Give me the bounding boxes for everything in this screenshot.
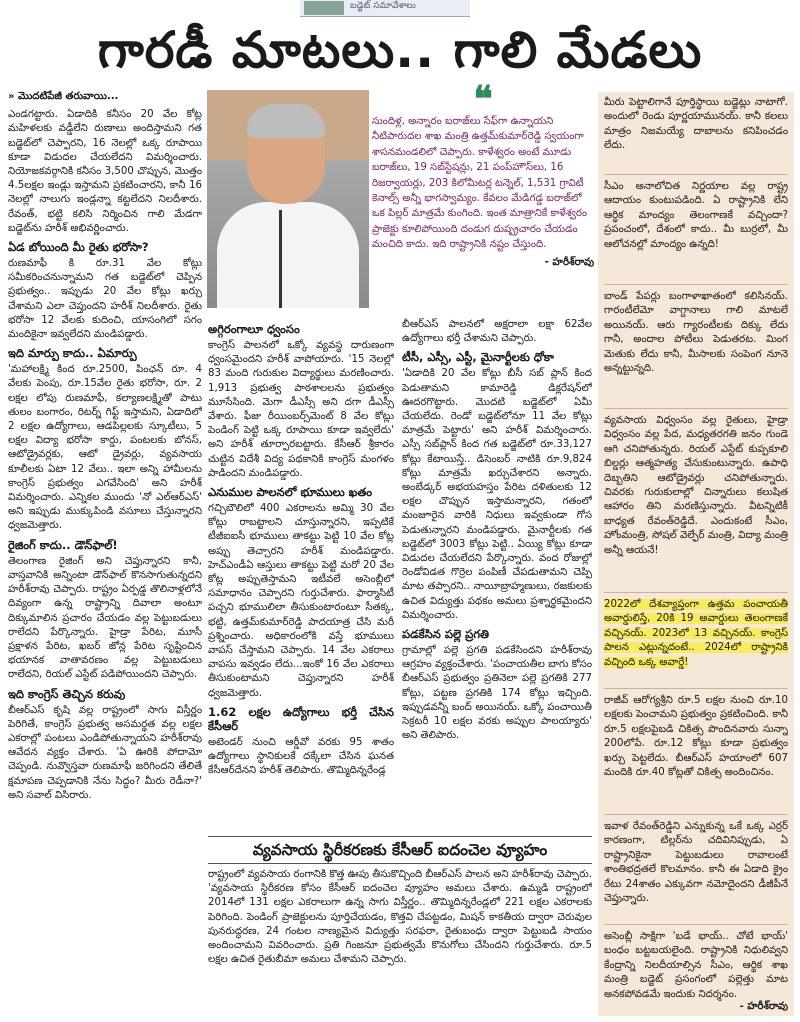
col2-subhead-1: అగ్గిరంగాలూ ధ్వంసం — [208, 322, 300, 336]
col1-paragraph-1: ఎండగట్టారు. ఏడాదికి కనీసం 20 వేల కోట్ల మహిళలకు వడ్డీలేని రుణాలు అందిస్తామని గత బడ్జెట్‌లో చెప్పారని, 16 నెలల్లో ఒక్క రూపాయి కూడా విడుదల చేయలేదని విమర్శించారు. నియోజకవర్గానికి కనీసం 3,500 చొప్పున, మొత్తం 4.5లక్షల ఇండ్లు ఇస్తామని ప్రకటించారని, కానీ 16 నెలల్లో నాలుగు ఇండ్లన్నా కట్టలేదని నిలదీశారు. రేవంత్, భట్టి కలిసి నిర్మించిన గాలి మేడగా బడ్జెట్‌ను హరీశ్ అభివర్ణించారు. — [8, 109, 202, 234]
quote-mark-icon: ❝ — [473, 84, 493, 120]
col2-paragraph-2: గచ్చిబౌలిలో 400 ఎకరాలను అమ్మి 30 వేల కోట్లు రాబట్టాలని చూస్తున్నారని, ఇప్పటికే టీజీఐఐసీ భూములు తాకట్టు పెట్టి 10 వేల కోట్ల అప్పు తెచ్చారని హరీశ్ మండిపడ్డారు. హెచ్ఎండీఏ ఆస్తులు తాకట్టు పెట్టి మరో 20 వేల కోట్ల అప్పుతెస్తామని ఇటీవలే అసెంబ్లీలో సమాధానం చెప్పారని గుర్తుచేశారు. ఫార్మాసిటీ పచ్చని భూములిలా తీసుకుంటారంటూ సీతక్క, భట్టి, ఉత్తమ్‌కుమార్‌రెడ్డి పాదయాత్ర చేసి మరీ ప్రశ్నించారు. అధికారంలోకి వస్తే భూములు వాపస్ చేస్తామని చెప్పారు. 14 వేల ఎకరాలు వాపసు ఇవ్వడం లేదు...ఇంకో 16 వేల ఎకరాలు తీసుకుంటామని చెప్తున్నారని హరీశ్ ధ్వజమెత్తారు. — [208, 503, 394, 699]
sidebar-quote-7: ఇవాళ రేవంత్‌రెడ్డిని ఎన్నుకున్న ఒకే ఒక్క ఎర్రర్ కారణంగా, టిల్లర్‌ను చదివినిప్పుడు, ఏ రాష్ట్రానికైనా పెట్టుబడులు రావాలంటే శాంతిభద్రతలే కొలమానం. కానీ ఈ ఏడాది క్రైం రేటు 24శాతం ఎక్కువగా నమోదైందని డీజీపీనే చెప్తున్నారు. — [604, 821, 788, 905]
col1-paragraph-5: బీఆర్ఎస్ కృషి వల్ల రాష్ట్రంలో సాగు విస్తీర్ణం పెరిగితే, కాంగ్రెస్ ప్రభుత్వ అసమర్థత వల్ల లక్షల ఎకరాల్లో పంటలు ఎండిపోతున్నాయని హరీశ్‌రావు ఆవేదన వ్యక్తం చేశారు. 'ఏ ఊరికి పోదామో చెప్పండి. నువ్వొస్తవా రుణమాఫీ జరిగిందని తేలితే క్షమాపణ చెప్పడానికి నేను సిద్ధం? మీరు రెడీనా?' అని సవాల్ విసిరారు. — [8, 704, 202, 801]
col3-subhead-2: పడకేసిన పల్లె ప్రగతి — [402, 627, 490, 642]
sidebar-quote-2: సీఎం అనాలోచిత నిర్ణయాల వల్ల రాష్ట్ర ఆదాయం కుంటుపడింది. ఏ రాష్ట్రానికి లేని ఆర్థిక మాంద్యం తెలంగాణకే వచ్చిందా? ప్రపంచంలో, దేశంలో కాదు.. మీ బుర్రలో, మీ ఆలోచనల్లో మాంద్యం ఉన్నది! — [604, 181, 788, 250]
continuation-note: » మొదటిపేజీ తరువాయి... — [8, 91, 119, 102]
quote-signature: - హరీశ్‌రావు — [544, 256, 594, 268]
sidebar-quote-8: అసెంబ్లీ సాక్షిగా 'బడే భాయ్.. చోటే భాయ్' బంధం బట్టబయలైంది. రాష్ట్రానికి నిధులివ్వని కేంద్రాన్ని నిలదీయాల్సిన సీఎం, ఆర్థిక శాఖ మంత్రి బడ్జెట్ ప్రసంగంలో పల్లెత్తు మాట అనకపోవడమే ఇందుకు నిదర్శనం. — [604, 931, 788, 1000]
col2-paragraph-3: అటెండర్ నుంచి ఆర్డీవో వరకు 95 శాతం ఉద్యోగాలు స్థానికులకే దక్కేలా చేసిన ఘనత కేసీఆర్‌దేనని హరీశ్ తెలిపారు. తొమ్మిదిన్నరేండ్ల — [208, 736, 394, 777]
col1-subhead-5: ఇది కాంగ్రెస్ తెచ్చిన కరువు — [8, 686, 126, 701]
sidebar-quote-4: వ్యవసాయ విధ్వంసం వల్ల రైతులు, హైడ్రా విధ్వంసం వల్ల పేద, మధ్యతరగతి జనం గుండె ఆగి చనిపోతున్నరు. రియల్ ఎస్టేట్ కుప్పకూలి బిల్డర్లు ఆత్మహత్య చేసుకుంటున్నారు. ఉపాధి దెబ్బతిని ఆటోడ్రైవర్లు చనిపోతున్నారు. చివరకు గురుకులాల్లో చిన్నారులు కలుషిత ఆహారం తిని మరణిస్తున్నారు. వీటన్నిటికీ బాధ్యత రేవంత్‌రెడ్డిదే. ఎందుకంటే సీఎం, హోంమంత్రి, సోషల్ వెల్ఫేర్ మంత్రి, విద్యా మంత్రి అన్నీ ఆయనే! — [604, 415, 788, 556]
column-2 — [208, 318, 394, 830]
col3-subhead-1: టీసీ, ఎస్సీ, ఎస్టీ, మైనార్టీలకు ధోకా — [402, 350, 554, 365]
sidebar-quotes — [598, 92, 794, 1016]
sidebar-signature: - హరీశ్‌రావు — [739, 1001, 788, 1012]
col1-paragraph-2: రుణమాఫీ కి రూ.31 వేల కోట్లు సమీకరించనున్నామని గత బడ్జెట్‌లో చెప్పిన ప్రభుత్వం.. ఇప్పుడు 20 వేల కోట్లు ఖర్చు చేశామని ఎలా చెప్తుందని హరీశ్ నిలదీశారు. రైతు భరోసా 12 వేలకు కుదించి, యాసంగిలో సగం మందికైనా ఇవ్వలేదని మండిపడ్డారు. — [8, 258, 202, 341]
column-1 — [8, 90, 202, 1016]
top-strip-photo — [304, 1, 344, 15]
col1-paragraph-4: తెలంగాణ రైజింగ్ అని చెప్తున్నారని కానీ, వాస్తవానికి అన్నింటా డౌన్‌ఫాల్ కొనసాగుతున్నదని హరీశ్‌రావు చెప్పారు. రాష్ట్రం ఏర్పడ్డ తొలినాళ్లలోనే దివ్యంగా ఉన్న రాష్ట్రాన్ని దివాలా అంటూ దిక్కుమాలిన ప్రచారం చేయడం వల్ల పెట్టుబడులు రాలేదని పేర్కొన్నారు. హైడ్రా పేరిట, మూసీ ప్రక్షాళన పేరిట, ఖబర్ జోన్ల పేరిట సృష్టించిన భయానక వాతావరణం వల్ల పెట్టుబడులు రాలేదని, రియల్ ఎస్టేట్ పడిపోయిందని చెప్పారు. — [8, 555, 202, 681]
portrait-photo — [207, 90, 369, 308]
top-strip-label: బడ్జెట్ సమావేశాలు — [350, 1, 416, 11]
sidebar-quote-3: బాండ్ పేపర్లు బంగాళాఖాతంలో కలిసినయ్. గారంటీలేమో వాగ్దానాలు గాలి మాటలే అయినయ్. ఆరు గ్యారంటీలకు దిక్కు లేదు గానీ, అందాల పోటీలు పెడుతరట. మింగ మెతుకు లేదు కానీ, మీసాలకు సంపెంగ నూనె అన్నట్టున్నది. — [604, 291, 788, 375]
col1-subhead-3: ఇది మార్పు కాదు.. ఏమార్పు — [8, 346, 137, 361]
sidebar-quote-6: రాజీవ్ ఆరోగ్యశ్రీని రూ.5 లక్షల నుంచి రూ.10 లక్షలకు పెంచామని ప్రభుత్వం ప్రకటించింది. కానీ రూ.5 లక్షలపైబడి చికిత్స పొందినవారు సున్నా 200లోపే. రూ.12 కోట్లు కూడా ప్రభుత్వం ఖర్చు పెట్టలేదు. బీఆర్ఎస్ హయాంలో 607 మందికి రూ.40 కోట్లతో చికిత్స అందించినం. — [604, 695, 788, 779]
col1-subhead-4: రైజింగ్ కాదు.. డౌన్‌ఫాల్! — [8, 537, 118, 552]
col3-paragraph-2: గ్రామాల్లో పల్లె ప్రగతి పడకేసిందని హరీశ్‌రావు ఆగ్రహం వ్యక్తంచేశారు. 'పంచాయతీల బాగు కోసం బీఆర్ఎస్ ప్రభుత్వం ప్రతినెలా పల్లె ప్రగతికి 277 కోట్లు, పట్టణ ప్రగతికి 174 కోట్లు ఇచ్చింది. ఇప్పుడవన్నీ బంద్ అయినయ్. ఒక్కో పంచాయితీ సెక్రటరీ 10 లక్షల వరకు అప్పుల పాలయ్యారు' అని తెలిపారు. — [402, 645, 592, 742]
bottom-paragraph: రాష్ట్రంలో వ్యవసాయ రంగానికి కొత్త ఊపు తీసుకొచ్చింది బీఆర్ఎస్ పాలన అని హరీశ్‌రావు చెప్పారు. 'వ్యవసాయ స్థిరీకరణ కోసం కేసీఆర్ ఐదంచెల వ్యూహం అమలు చేశారు. ఉమ్మడి రాష్ట్రంలో 2014లో 131 లక్షల ఎకరాలుగా ఉన్న సాగు విస్తీర్ణం.. తొమ్మిదిన్నరేండ్లలో 221 లక్షల ఎకరాలకు పెరిగింది. పెండింగ్ ప్రాజెక్టులను పూర్తిచేయడం, కొత్తవి చేపట్టడం, మిషన్ కాకతీయ ద్వారా చెరువుల పునరుద్ధరణ, 24 గంటల నాణ్యమైన విద్యుత్తు సరఫరా, రైతుబంధు ద్వారా పెట్టుబడి సాయం అందించామని వివరించారు. ప్రతి గింజనూ ప్రభుత్వమే కొనుగోలు చేసిందని గుర్తుచేశారు. రూ.5 లక్షల ఉచిత రైతుబీమా అమలు చేశామని చెప్పారు. — [208, 869, 592, 966]
bottom-section-title: వ్యవసాయ స్థిరీకరణకు కేసీఆర్ ఐదంచెల వ్యూహం — [208, 836, 592, 864]
sidebar-quote-5: 2022లో దేశవ్యాప్తంగా ఉత్తమ పంచాయతీ అవార్డులిస్తే, 20కి 19 అవార్డులు తెలంగాణకే వచ్చినయ్. 2023లో 13 వచ్చినయ్. కాంగ్రెస్ పాలన ఎట్లున్నదంటే.. 2024లో రాష్ట్రానికి వచ్చింది ఒక్క అవార్డే! — [604, 599, 788, 668]
col3-paragraph-1: 'ఏడాదికి 20 వేల కోట్లు బీసీ సబ్ ప్లాన్ కింద పెడుతామని కామారెడ్డి డిక్లరేషన్‌లో ఊదరగొట్టారు. మొదటి బడ్జెట్‌లో ఏమీ చేయలేదు. రెండో బడ్జెట్‌లోనూ 11 వేల కోట్లు మాత్రమే పెట్టారు' అని హరీశ్ విమర్శించారు. ఎస్సీ సబ్‌ప్లాన్ కింద గత బడ్జెట్‌లో రూ.33,127 కోట్లు కేటాయిస్తే.. డిసెంబర్ నాటికి రూ.9,824 కోట్లు మాత్రమే ఖర్చుచేశారని అన్నారు. అంబేడ్కర్ అభయహస్తం పేరిట దళితులకు 12 లక్షల చొప్పున ఇస్తామన్నారని, గతంలో మంజూరైన వారికి నిధులు ఇవ్వకుండా గోస పెడుతున్నారని మండిపడ్డారు. మైనార్టీలకు గత బడ్జెట్‌లో 3003 కోట్లు పెట్టి.. ఏయ్యి కోట్లు కూడా విడుదల చేయలేదని పేర్కొన్నారు. వంద రోజుల్లో రెండోవిడత గొర్రెల పంపిణీ చేపడుతామని చెప్పి మాట తప్పారని.. నాయీబ్రాహ్మణులు, రజకులకు ఉచిత విద్యుత్తు పథకం అమలు ప్రశ్నార్థకమైందని విమర్శించారు. — [402, 368, 592, 621]
col3-paragraph-0: బీఆర్ఎస్ పాలనలో అక్షరాలా లక్షా 62వేల ఉద్యోగాలు భర్తీ చేశామని చెప్పారు. — [402, 319, 592, 345]
top-strip — [300, 0, 470, 17]
col2-subhead-2: ఎనుముల పాలనలో భూములు ఖతం — [208, 485, 373, 500]
bottom-section-text — [208, 868, 592, 1016]
sidebar-quote-1: మీరు పెట్టాలిగానే పూర్తిస్థాయి బడ్జెట్లు నాటాగో. అందులో రెండు పూర్ణయామునయ్. కానీ కలలు మాత్రం నిజమయ్యే దాబాలను కనిపించడం లేదు. — [604, 97, 788, 152]
col1-paragraph-3: 'మహాలక్ష్మి కింద రూ.2500, పింఛన్ రూ. 4 వేలకు పెంపు, రూ.15వేల రైతు భరోసా, రూ. 2 లక్షల లోపు రుణమాఫీ, కల్యాణలక్ష్మితో పాటు తులం బంగారం, రిటర్న్ గిఫ్ట్ ఇస్తామని, ఏడాదిలో 2 లక్షల ఉద్యోగాలు, ఆడపిల్లలకు స్కూటీలు, 5 లక్షల విద్యా భరోసా కార్డు, పంటలకు బోనస్, ఆటోడ్రైవర్లకు, ఆటో డ్రైవర్లు, వ్యవసాయ కూలీలకు ఏటా 12 వేలు.. ఇలా అన్ని హామీలను కాంగ్రెస్ ప్రభుత్వం ఎగవేసింది' అని హరీశ్ విమర్శించారు. ఎన్నికల ముందు 'నో ఎల్ఆర్ఎస్' అని ఇప్పుడు ముక్కుపిండి వసూలు చేస్తున్నారని ధ్వజమెత్తారు. — [8, 364, 202, 532]
column-3 — [402, 318, 592, 830]
headline: గారడీ మాటలు.. గాలి మేడలు — [97, 21, 703, 79]
col2-paragraph-1: కాంగ్రెస్ పాలనలో ఒక్కో వ్యవస్థ దారుణంగా ధ్వంసమైందని హరీశ్ వాపోయారు. '15 నెలల్లో 83 మంది గురుకుల విద్యార్థులు మరణించారు. 1,913 ప్రభుత్వ పాఠశాలలను ప్రభుత్వం మూసేసింది. మెగా డీఎస్సీ అని దగా డీఎస్సీ వేశారు. ఫీజు రీయింబర్స్‌మెంట్ 8 వేల కోట్లు పెండింగ్ పెట్టి ఒక్క రూపాయి కూడా ఇవ్వలేదు' అని హరీశ్ తూర్పారబట్టారు. కేసీఆర్ శ్రీకారం చుట్టిన విదేశీ విద్య పథకానికి కాంగ్రెస్ మంగళం పాడిందని మండిపడ్డారు. — [208, 340, 394, 479]
quote-text: సుందిళ్ల, అన్నారం బరాజ్‌లు సేఫ్‌గా ఉన్నాయని నీటిపారుదల శాఖ మంత్రి ఉత్తమ్‌కుమార్‌రెడ్డి స్వయంగా శాసనమండలిలో చెప్పారు. కాళేశ్వరం అంటే మూడు బరాజ్‌లు, 19 సబ్‌స్టేషన్లు, 21 పంప్‌హౌస్‌లు, 16 రిజర్వాయర్లు, 203 కిలోమీటర్ల టన్నెల్, 1,531 గ్రావిటీ కెనాల్స్ అన్నీ భాగస్వామ్యం. కేవలం మేడిగడ్డ బరాజ్‌లో ఒక పిల్లర్ మాత్రమే కుంగింది. ఇంత మాత్రానికే కాళేశ్వరం ప్రాజెక్టు కూలిపోయింది దండుగ దుష్ప్రచారం చేయడం మంచిది కాదు. ఇది రాష్ట్రానికి నష్టం చేస్తుంది. — [372, 116, 588, 251]
col2-subhead-3: 1.62 లక్షల ఉద్యోగాలు భర్తీ చేసిన కేసీఆర్ — [208, 704, 394, 733]
pull-quote — [372, 84, 594, 314]
col1-subhead-2: ఏడ బోయింది మీ రైతు భరోసా? — [8, 240, 149, 255]
